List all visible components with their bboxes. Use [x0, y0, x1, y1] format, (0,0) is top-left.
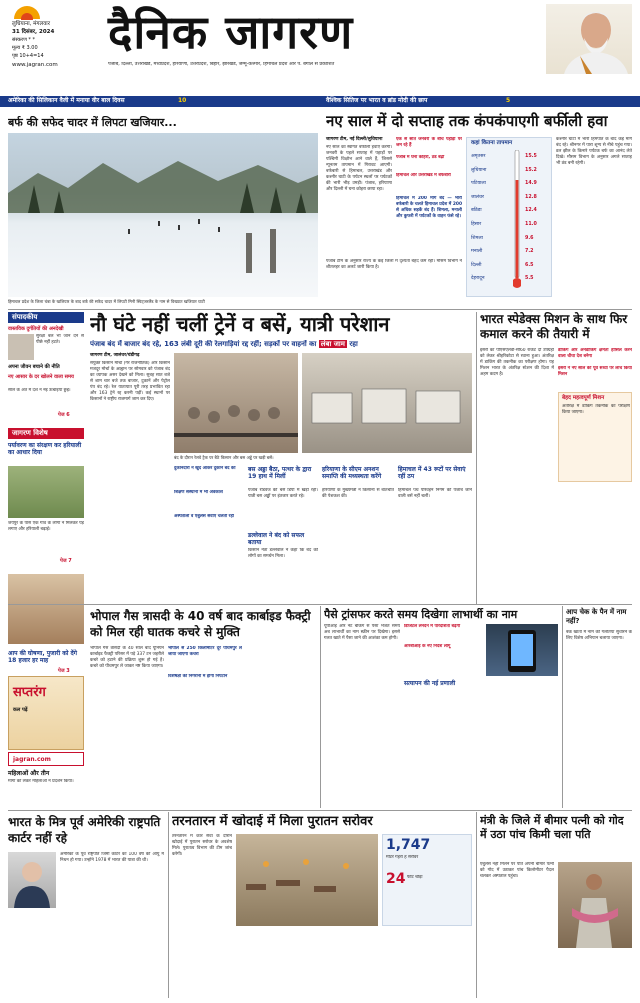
spadex-box-body: अंतरिक्ष में डाकिंग तकनीक का परीक्षण किया जाएगा। — [562, 404, 630, 415]
bhopal-bullet-1: भोपाल से 250 किलोमीटर दूर पीथमपुर ले जाया जाएगा कचरा — [168, 646, 242, 657]
main-photo-right — [302, 353, 472, 453]
thermo-value: 6.5 — [525, 262, 534, 268]
thermo-city: देहरादून — [471, 276, 485, 282]
transfer-bullet-2: आरबीआई के नए निर्देश लागू — [404, 644, 451, 649]
editorial-thumb — [8, 334, 34, 360]
sarovar-stat-2: 24 — [386, 871, 406, 887]
masthead-editions-line: पंजाब, दिल्ली, उत्तराखंड, मध्यप्रदेश, हरियाणा, उत्तरप्रदेश, बिहार, झारखंड, जम्मू-कश्मीर, हिमाचल प्रदेश और प. बंगाल से प्रकाशित — [108, 62, 335, 67]
main-deck-end: रहा — [349, 340, 358, 348]
saptrang-sub: कल पढ़ें — [13, 707, 28, 713]
cold-bullet-3: हिमाचल और उत्तराखंड में बर्फबारी — [396, 173, 451, 178]
sarovar-stat-2-text: फीट चौड़ा — [407, 875, 423, 880]
snow-caption: हिमाचल प्रदेश के जिला चंबा के खजियार के बाद बर्फ की सफेद चादर में लिपटी मिनी स्विट्जरलैंड के नाम से विख्यात खजियार घाटी — [8, 299, 205, 304]
masthead-city-date: लुधियाना, मंगलवार — [12, 21, 50, 27]
mahila-headline: महिलाओं और तीन — [8, 770, 50, 777]
right-column-text: कश्मीर घाटी में भारी हिमपात के बाद कई मार्ग बंद रहे। श्रीनगर में पारा शून्य से नीचे पहुंच गया। डल झील के किनारे पर्यटक बर्फ का आनंद लेते दिखे। मौसम विभाग के अनुसार अगले सप्ताह भी ठंड बनी रहेगी। — [556, 137, 632, 166]
cold-bullet-2: पंजाब में घना कोहरा, ठंड बढ़ी — [396, 155, 445, 160]
spadex-bullet-2: इसरो ने नए साल की पूर्व संध्या पर लांच किया मिशन — [558, 366, 632, 377]
masthead-pages: पृष्ठ 10+4=14 — [12, 53, 44, 59]
top-strip-left[interactable]: अमेरिका की सिलिकान वैली में मनाया वीर बाल दिवस — [8, 97, 125, 104]
main-deck — [90, 340, 472, 349]
carter-headline: भारत के मित्र पूर्व अमेरिकी राष्ट्रपति कार्टर नहीं रहे — [8, 815, 161, 845]
thermo-value: 9.6 — [525, 235, 534, 241]
masthead-site[interactable]: www.jagran.com — [12, 62, 58, 68]
sub3-body: हरियाणा के मुख्यमंत्री ने किसानों से बातचीत की पेशकश की। — [322, 488, 394, 499]
thermo-value: 15.5 — [525, 154, 537, 159]
cold-headline: नए साल में दो सप्ताह तक कंपकंपाएगी बर्फीली हवा — [326, 112, 608, 130]
portrait-photo — [546, 4, 632, 74]
transfer-photo — [486, 624, 558, 676]
thermo-value: 12.8 — [525, 194, 537, 200]
cold-body-3: पंजाब टीम के अनुसार राज्य के कई जिलों में दृश्यता बेहद कम रही। मौसम विभाग ने शीतलहर का अलर्ट जारी किया है। — [326, 259, 462, 270]
thermo-value: 15.2 — [525, 167, 537, 173]
masthead — [0, 0, 640, 96]
vishesh-title-box — [8, 428, 84, 439]
main-deck-tag: लंबा जाम — [320, 340, 345, 348]
thermo-city: हिसार — [471, 222, 482, 227]
sub4-headline: हिमाचल में 43 रूटों पर सेवाएं रहीं ठप — [398, 466, 466, 480]
sub2-headline: डल्लेवाल ने बंद को सफल बताया — [248, 532, 305, 546]
spadex-body: इसरो का पीएसएलवी-सी60 रॉकेट दो उपग्रहों को लेकर श्रीहरिकोटा से रवाना हुआ। अंतरिक्ष में डाकिंग की तकनीक का परीक्षण होगा। यह मिशन भारत के अंतरिक्ष स्टेशन की दिशा में अहम कदम है। — [480, 348, 554, 377]
thermo-value: 12.4 — [525, 208, 537, 214]
editorial-item-2-head: अपना जीवन बचाने की नीति — [8, 364, 60, 370]
saptrang-title: सप्तरंग — [13, 685, 46, 700]
saptrang-ad[interactable] — [8, 676, 84, 750]
jagran-logo-icon — [12, 6, 42, 20]
main-photo-left — [174, 353, 298, 453]
pension-headline: आप चेक के पैन में नाम नहीं? — [566, 608, 627, 625]
spadex-box-head: बेहद महत्वपूर्ण मिशन — [562, 395, 605, 401]
main-bullets — [174, 466, 244, 556]
editorial-item-1-head: वास्तविक दुर्गतियों की अनदेखी — [8, 326, 64, 332]
spadex-headline: भारत स्पेडेक्स मिशन के साथ फिर कमाल करने की तैयारी में — [480, 312, 628, 341]
main-deck-text: पंजाब बंद में बाजार बंद रहे, 163 लंबी दूरी की रेलगाड़ियां रद्द रहीं; सड़कों पर वाहनों का — [90, 340, 317, 348]
sarovar-stat-1: 1,747 — [386, 837, 431, 853]
left-ad-photo — [8, 574, 84, 644]
masthead-edition: संस्करण * * — [12, 37, 36, 43]
vishesh-body: जयपुर के पास एक गांव के लोगों ने मिलकर पेड़ लगाए और हरियाली बढ़ाई। — [8, 521, 84, 532]
main-bullet-1: दुकानदारों ने खुद आकर दुकानें बंद कीं — [174, 466, 236, 471]
main-bullet-3: अस्पतालों व एंबुलेंस सेवाएं चलती रहीं — [174, 514, 234, 519]
bhopal-bullet-2: विशेषज्ञों की निगरानी में होगा निपटान — [168, 674, 228, 679]
thermo-city: अमृतसर — [471, 154, 486, 159]
minister-photo — [558, 862, 632, 948]
cold-body: नए साल का स्वागत बर्फीली हवाएं करेंगी। जनवरी के पहले सप्ताह में पहाड़ों पर पश्चिमी विक्षोभ आने वाले हैं, जिससे न्यूनतम तापमान में गिरावट आएगी। बर्फबारी से हिमाचल, उत्तराखंड और कश्मीर घाटी के पर्यटन स्थलों पर पर्यटकों की भारी भीड़ उमड़ी। पंजाब, हरियाणा और दिल्ली में घना कोहरा छाया रहा। — [326, 145, 392, 192]
thermo-city: लुधियाना — [471, 167, 487, 173]
vishesh-headline: पर्यावरण का संरक्षण कर हरियाली का आधार दिया — [8, 442, 82, 456]
top-strip-right[interactable]: वैश्विक सितिज पर भारत व ब्रांड मोदी की छाप — [326, 97, 428, 104]
sarovar-stat-1-text: मीटर गहरा है सरोवर — [386, 855, 419, 860]
main-caption: बंद के दौरान रेलवे ट्रैक पर बैठे किसान और बस अड्डे पर खड़ी बसें। — [174, 455, 274, 460]
thermo-value: 5.5 — [525, 276, 534, 282]
masthead-price: मूल्य ₹ 3.00 — [12, 45, 38, 51]
pension-body: बैंक खातों में नाम की गलतियां सुधारने के लिए विशेष अभियान चलाया जाएगा। — [566, 630, 632, 641]
temperature-infographic — [466, 137, 552, 297]
bhopal-bullets — [168, 646, 242, 716]
top-strip — [0, 96, 640, 107]
bhopal-body: भोपाल गैस त्रासदी के 40 साल बाद यूनियन कार्बाइड फैक्ट्री परिसर में पड़े 337 टन जहरीले कचरे को हटाने की प्रक्रिया शुरू हो गई है। कचरे को पीथमपुर ले जाकर नष्ट किया जाएगा। — [90, 646, 164, 669]
thermo-city: दिल्ली — [471, 262, 482, 268]
editorial-item-3-body: साल के अंत में देश ने नई ऊंचाइयां छुईं। — [8, 388, 71, 393]
editorial-item-1-body: सुरक्षा बल भी जान देने से पीछे नहीं हटते। — [36, 334, 84, 345]
transfer-sub-headline: सत्यापन की नई प्रणाली — [404, 680, 456, 687]
thermo-value: 14.9 — [525, 181, 537, 187]
sub3-headline: हरियाणा के सीएम अनशन समाप्ति की मध्यस्थता करेंगे — [322, 466, 382, 480]
top-strip-right-page: 5 — [506, 97, 511, 104]
spadex-bullets — [558, 348, 632, 388]
news-left-headline: आप की घोषणा, पुजारी को देंगे 18 हजार हर माह — [8, 650, 78, 664]
transfer-bullets — [404, 624, 482, 674]
editorial-title-box — [8, 312, 84, 323]
editorial-item-3-head: नए आसार के दर खोलने वाला समय — [8, 374, 74, 380]
snow-headline: बर्फ की सफेद चादर में लिपटा खजियार... — [8, 116, 177, 129]
sarovar-headline: तरनतारन में खोदाई में मिला पुरातन सरोवर — [172, 814, 373, 829]
thermo-city: पटियाला — [471, 181, 486, 187]
vishesh-page[interactable]: पेज 7 — [60, 558, 72, 564]
thermo-value: 11.0 — [525, 222, 537, 227]
minister-body: एंबुलेंस नहीं मिलने पर पति अपनी बीमार पत्नी को गोद में उठाकर पांच किलोमीटर पैदल चलकर अस्पताल पहुंचा। — [480, 862, 554, 879]
snow-photo — [8, 133, 318, 297]
sarovar-stats — [382, 834, 472, 926]
vishesh-box — [8, 428, 84, 568]
thermo-city: शिमला — [471, 235, 483, 241]
top-strip-left-page: 10 — [178, 97, 187, 104]
transfer-bullet-1: डिजिटल लेनदेन में पारदर्शिता बढ़ेगी — [404, 624, 461, 629]
transfer-headline: पैसे ट्रांसफर करते समय दिखेगा लाभार्थी का नाम — [324, 608, 518, 621]
thermometer-icon — [513, 150, 521, 290]
sub1-body: पंजाब रोडवेज की बसें डिपो में खड़ी रहीं। यात्री बस अड्डों पर इंतजार करते रहे। — [248, 488, 318, 499]
thermo-city: बठिंडा — [471, 208, 482, 214]
main-body: संयुक्त किसान मोर्चा (गैर राजनीतिक) और किसान मजदूर मोर्चा के आह्वान पर सोमवार को पंजाब बंद का व्यापक असर देखने को मिला। सुबह सात बजे से शाम चार बजे तक बाजार, दुकानें और पेट्रोल पंप बंद रहे। रेल यातायात पूरी तरह प्रभावित रहा और 163 ट्रेनें रद्द करनी पड़ीं। कई स्थानों पर किसानों ने राष्ट्रीय राजमार्ग जाम कर दिए। — [90, 361, 170, 402]
sub1-headline: बस अड्डा बैठा, पत्थर के द्वारा 19 हाथ में मिलीं — [248, 466, 312, 480]
cold-bullet-1: एक से सात जनवरी के बीच पहाड़ों पर जम रहे हैं — [396, 137, 462, 148]
masthead-date: 31 दिसंबर, 2024 — [12, 29, 55, 35]
minister-headline: मंत्री के जिले में बीमार पत्नी को गोद में उठा पांच किमी चला पति — [480, 814, 624, 841]
masthead-title: दैनिक जागरण — [108, 5, 354, 59]
sub2-body: किसान नेता डल्लेवाल ने कहा कि बंद को लोगों का समर्थन मिला। — [248, 548, 318, 559]
vishesh-title: जागरण विशेष — [12, 429, 48, 437]
main-bullet-2: शिक्षण संस्थानों में भी अवकाश — [174, 490, 223, 495]
thermo-title: कहां कितना तापमान — [471, 140, 513, 146]
vishesh-photo — [8, 466, 84, 518]
jagran-site-text: jagran.com — [13, 756, 51, 763]
spadex-bullet-1: डाकिंग और अनडाकिंग क्षमता हासिल करने वाला चौथा देश बनेगा — [558, 348, 632, 359]
cold-byline: जागरण टीम, नई दिल्ली/लुधियाना — [326, 137, 383, 142]
editorial-box — [8, 312, 84, 422]
carter-photo — [8, 852, 56, 908]
sarovar-photo — [236, 834, 378, 926]
main-byline: जागरण टीम, जालंधर/चंडीगढ़ — [90, 353, 140, 358]
thermo-value: 7.2 — [525, 249, 534, 255]
transfer-body: यूपीआई और नेट बैंकिंग से पैसा भेजते समय अब लाभार्थी का नाम स्क्रीन पर दिखेगा। इससे गलत खाते में पैसा जाने की आशंका कम होगी। — [324, 624, 400, 641]
jagran-site-ad[interactable] — [8, 752, 84, 766]
sarovar-body: तरनतारन में कार सेवा के दौरान खोदाई में पुरातन सरोवर के अवशेष मिले। पुरातत्व विभाग की टीम जांच करेगी। — [172, 834, 232, 857]
cold-body-2: हिमाचल में 200 मार्ग बंद — भारी बर्फबारी के चलते हिमाचल प्रदेश में 200 से अधिक सड़कें बंद हैं। शिमला, मनाली और कुफरी में पर्यटकों के वाहन फंसे रहे। — [396, 196, 462, 219]
main-headline: नौ घंटे नहीं चलीं ट्रेनें व बसें, यात्री परेशान — [90, 312, 390, 336]
news-left-page[interactable]: पेज 3 — [58, 668, 70, 674]
thermo-city: मनाली — [471, 249, 483, 255]
spadex-box — [558, 392, 632, 482]
thermo-city: जालंधर — [471, 194, 484, 200]
mahila-body: मांगों को लेकर महिलाओं ने प्रदर्शन किया। — [8, 779, 74, 784]
sub4-body: हिमाचल पथ परिवहन निगम की पंजाब जाने वाली बसें नहीं चलीं। — [398, 488, 472, 499]
carter-body: अमेरिका के पूर्व राष्ट्रपति जिमी कार्टर का 100 वर्ष की आयु में निधन हो गया। उन्होंने 1978 में भारत की यात्रा की थी। — [60, 852, 164, 863]
editorial-page[interactable]: पेज 6 — [58, 412, 70, 418]
bhopal-headline: भोपाल गैस त्रासदी के 40 वर्ष बाद कार्बाइड फैक्ट्री को मिल रही घातक कचरे से मुक्ति — [90, 609, 311, 639]
editorial-title: संपादकीय — [12, 313, 38, 321]
